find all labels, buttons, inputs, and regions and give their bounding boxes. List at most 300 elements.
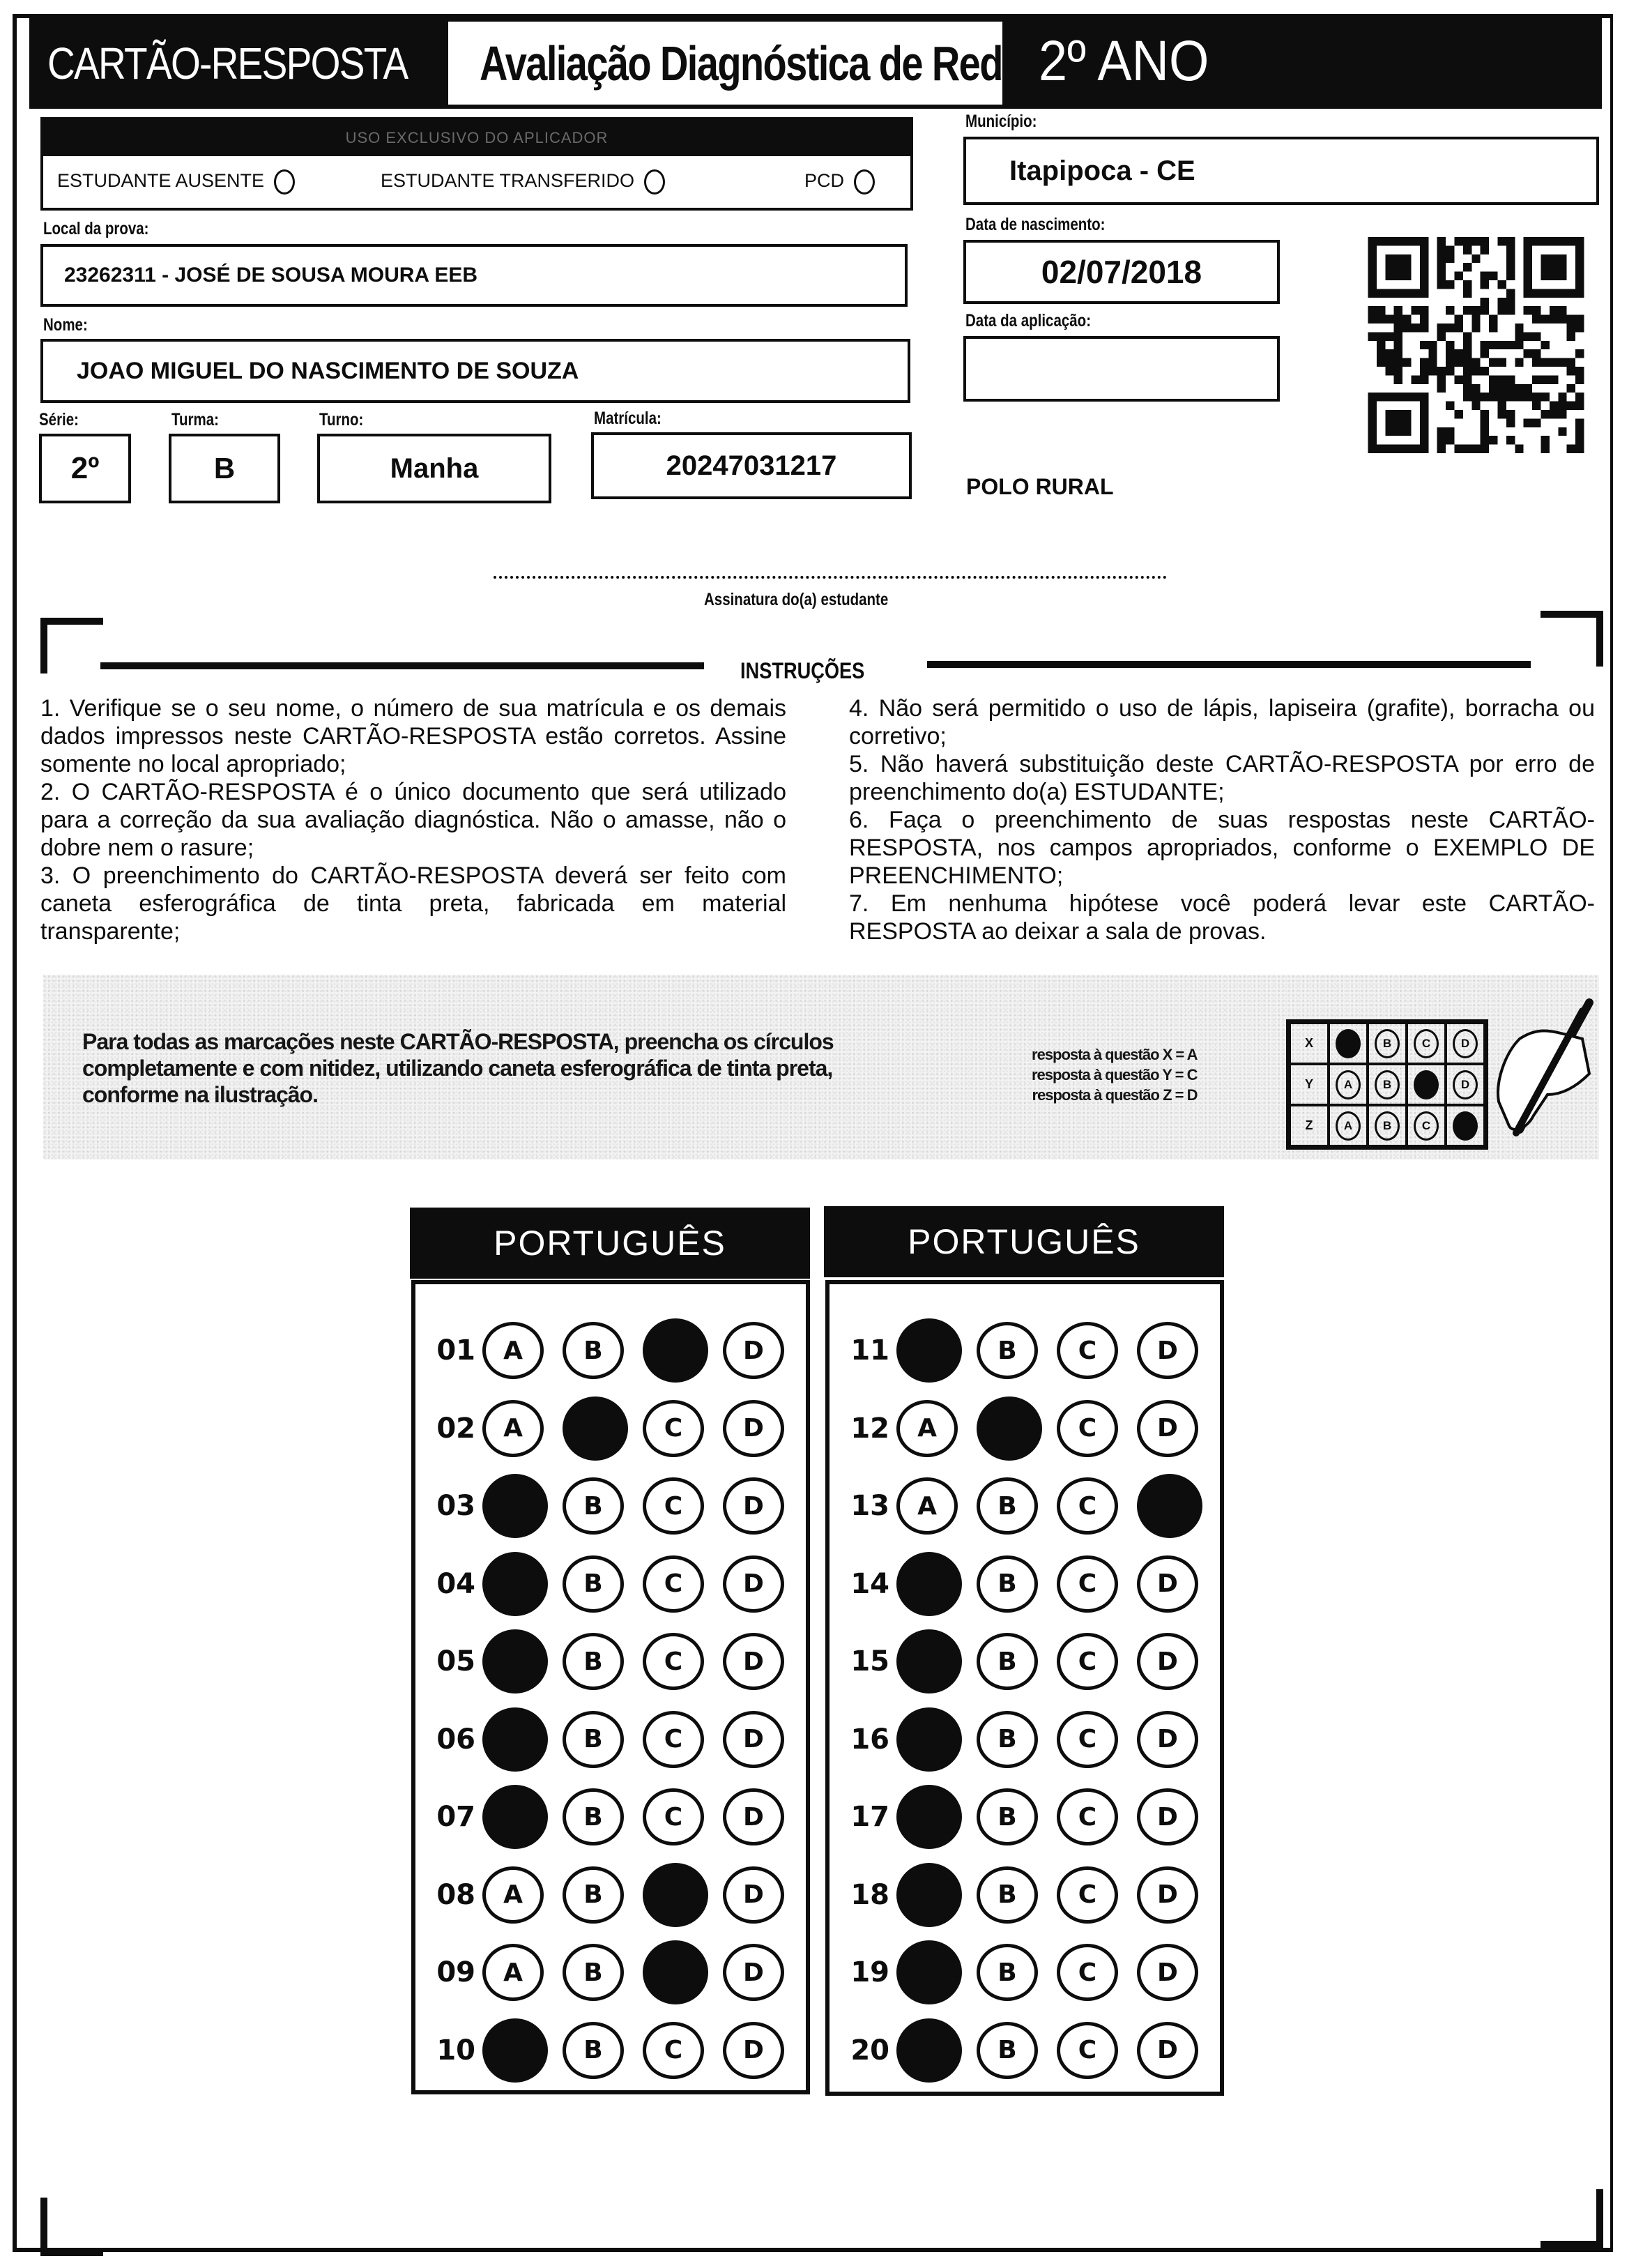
qr-module bbox=[1498, 410, 1506, 418]
name-value: JOAO MIGUEL DO NASCIMENTO DE SOUZA bbox=[77, 357, 579, 384]
qr-module bbox=[1481, 237, 1489, 245]
qr-module bbox=[1377, 306, 1385, 314]
qr-module bbox=[1524, 384, 1532, 393]
qr-module bbox=[1446, 349, 1454, 358]
qr-module bbox=[1481, 418, 1489, 427]
answer-bubble-15-a-filled[interactable] bbox=[896, 1629, 962, 1694]
serie-value: 2º bbox=[70, 451, 100, 485]
qr-module bbox=[1558, 306, 1566, 314]
example-cell bbox=[1407, 1064, 1446, 1105]
answer-bubble-19-b[interactable]: B bbox=[977, 1944, 1038, 2001]
qr-module bbox=[1446, 254, 1454, 263]
qr-module bbox=[1506, 375, 1515, 383]
qr-finder-pattern bbox=[1385, 254, 1411, 280]
instructions-title: INSTRUÇÕES bbox=[740, 658, 865, 683]
answer-grid-2 bbox=[825, 1280, 1224, 2096]
qr-module bbox=[1506, 245, 1515, 254]
qr-module bbox=[1394, 315, 1402, 324]
grade-title: 2º ANO bbox=[1039, 29, 1209, 93]
qr-module bbox=[1463, 280, 1471, 289]
answer-bubble-19-d[interactable]: D bbox=[1137, 1944, 1198, 2001]
answer-bubble-17-b[interactable]: B bbox=[977, 1788, 1038, 1845]
qr-module bbox=[1575, 402, 1584, 410]
qr-module bbox=[1498, 358, 1506, 367]
answer-bubble-09-b[interactable]: B bbox=[563, 1944, 624, 2001]
qr-module bbox=[1471, 324, 1480, 332]
qr-module bbox=[1463, 367, 1471, 375]
qr-module bbox=[1498, 306, 1506, 314]
answer-bubble-07-a-filled[interactable] bbox=[482, 1785, 548, 1849]
answer-bubble-05-b[interactable]: B bbox=[563, 1633, 624, 1690]
qr-module bbox=[1481, 349, 1489, 358]
qr-module bbox=[1463, 245, 1471, 254]
turma-field bbox=[169, 434, 280, 503]
question-row-12 bbox=[830, 1390, 1220, 1467]
qr-module bbox=[1575, 324, 1584, 332]
qr-module bbox=[1420, 341, 1428, 349]
application-date-field[interactable] bbox=[963, 336, 1280, 402]
qr-module bbox=[1506, 341, 1515, 349]
qr-module bbox=[1558, 410, 1566, 418]
qr-module bbox=[1481, 393, 1489, 401]
qr-module bbox=[1498, 237, 1506, 245]
answer-bubble-05-d[interactable]: D bbox=[723, 1633, 784, 1690]
example-bubble-y-b: B bbox=[1375, 1070, 1400, 1099]
qr-module bbox=[1455, 445, 1463, 453]
qr-module bbox=[1567, 332, 1575, 340]
qr-module bbox=[1402, 324, 1411, 332]
question-row-19 bbox=[830, 1934, 1220, 2011]
question-row-15 bbox=[830, 1623, 1220, 1700]
question-number: 13 bbox=[850, 1490, 889, 1522]
option-pcd-circle[interactable] bbox=[854, 169, 875, 195]
corner-mark-top-left bbox=[40, 618, 103, 673]
qr-module bbox=[1541, 315, 1550, 324]
qr-module bbox=[1437, 445, 1446, 453]
local-prova-field bbox=[40, 244, 908, 307]
answer-bubble-04-a-filled[interactable] bbox=[482, 1552, 548, 1616]
qr-module bbox=[1385, 367, 1393, 375]
question-number: 09 bbox=[436, 1956, 475, 1988]
qr-module bbox=[1532, 402, 1541, 410]
answer-bubble-03-b[interactable]: B bbox=[563, 1477, 624, 1535]
qr-module bbox=[1471, 358, 1480, 367]
qr-module bbox=[1506, 384, 1515, 393]
qr-module bbox=[1532, 393, 1541, 401]
qr-module bbox=[1575, 375, 1584, 383]
option-transferred-label: ESTUDANTE TRANSFERIDO bbox=[381, 170, 635, 192]
answer-bubble-12-c[interactable]: C bbox=[1057, 1400, 1118, 1457]
example-bubble-z-a: A bbox=[1336, 1111, 1361, 1141]
qr-module bbox=[1532, 349, 1541, 358]
municipio-value: Itapipoca - CE bbox=[1009, 155, 1195, 186]
answer-bubble-14-c[interactable]: C bbox=[1057, 1555, 1118, 1613]
qr-module bbox=[1437, 384, 1446, 393]
instruction-item: 4. Não será permitido o uso de lápis, lapiseira (grafite), borracha ou corretivo; bbox=[849, 695, 1595, 749]
qr-module bbox=[1524, 349, 1532, 358]
card-title: CARTÃO-RESPOSTA bbox=[47, 38, 408, 89]
qr-module bbox=[1394, 349, 1402, 358]
answer-bubble-09-d[interactable]: D bbox=[723, 1944, 784, 2001]
instruction-item: 2. O CARTÃO-RESPOSTA é o único documento que será utilizado para a correção da sua avaliação diagnóstica. Não o amasse, não o dobre nem o rasure; bbox=[40, 779, 786, 861]
qr-module bbox=[1437, 375, 1446, 383]
option-absent[interactable] bbox=[57, 169, 295, 195]
qr-module bbox=[1575, 436, 1584, 444]
example-bubble-y-d: D bbox=[1453, 1070, 1478, 1099]
question-number: 10 bbox=[436, 2034, 475, 2067]
qr-module bbox=[1481, 410, 1489, 418]
question-number: 11 bbox=[850, 1334, 889, 1367]
answer-bubble-08-d[interactable]: D bbox=[723, 1866, 784, 1924]
qr-module bbox=[1532, 418, 1541, 427]
qr-module bbox=[1498, 280, 1506, 289]
municipio-label: Município: bbox=[965, 112, 1037, 131]
qr-module bbox=[1481, 445, 1489, 453]
qr-module bbox=[1394, 367, 1402, 375]
answer-grid-1 bbox=[411, 1280, 810, 2094]
qr-module bbox=[1481, 341, 1489, 349]
qr-module bbox=[1567, 384, 1575, 393]
answer-bubble-13-d-filled[interactable] bbox=[1137, 1474, 1202, 1538]
name-field bbox=[40, 339, 910, 403]
answer-bubble-10-d[interactable]: D bbox=[723, 2022, 784, 2079]
qr-module bbox=[1481, 272, 1489, 280]
answer-bubble-02-d[interactable]: D bbox=[723, 1400, 784, 1457]
qr-module bbox=[1446, 358, 1454, 367]
signature-line[interactable] bbox=[494, 576, 1167, 579]
option-transferred-circle[interactable] bbox=[644, 169, 665, 195]
instruction-item: 6. Faça o preenchimento de suas respostas neste CARTÃO-RESPOSTA, nos campos apropriados, conforme o EXEMPLO DE PREENCHIMENTO; bbox=[849, 807, 1595, 889]
qr-module bbox=[1481, 367, 1489, 375]
turma-label: Turma: bbox=[171, 410, 219, 429]
answer-bubble-19-a-filled[interactable] bbox=[896, 1940, 962, 2004]
qr-module bbox=[1412, 375, 1420, 383]
answer-bubble-13-a[interactable]: A bbox=[896, 1477, 958, 1535]
instruction-item: 7. Em nenhuma hipótese você poderá levar este CARTÃO-RESPOSTA ao deixar a sala de provas. bbox=[849, 890, 1595, 945]
example-cell bbox=[1329, 1064, 1368, 1105]
qr-module bbox=[1498, 375, 1506, 383]
example-cell bbox=[1407, 1105, 1446, 1146]
section-header-portugues-1: PORTUGUÊS bbox=[410, 1208, 810, 1279]
qr-module bbox=[1463, 237, 1471, 245]
question-row-13 bbox=[830, 1468, 1220, 1544]
answer-bubble-12-b-filled[interactable] bbox=[977, 1396, 1042, 1461]
example-bubble-z-b: B bbox=[1375, 1111, 1400, 1141]
qr-module bbox=[1463, 289, 1471, 297]
answer-bubble-16-c[interactable]: C bbox=[1057, 1711, 1118, 1768]
answer-bubble-19-c[interactable]: C bbox=[1057, 1944, 1118, 2001]
example-bubble-x-b: B bbox=[1375, 1029, 1400, 1058]
answer-bubble-04-d[interactable]: D bbox=[723, 1555, 784, 1613]
answer-bubble-05-c[interactable]: C bbox=[643, 1633, 704, 1690]
answer-bubble-14-b[interactable]: B bbox=[977, 1555, 1038, 1613]
qr-module bbox=[1515, 358, 1523, 367]
answer-bubble-01-c-filled[interactable] bbox=[643, 1318, 708, 1383]
qr-module bbox=[1567, 445, 1575, 453]
question-row-06 bbox=[415, 1701, 806, 1778]
answer-bubble-18-a-filled[interactable] bbox=[896, 1863, 962, 1927]
qr-module bbox=[1394, 324, 1402, 332]
answer-bubble-02-c[interactable]: C bbox=[643, 1400, 704, 1457]
answer-bubble-15-d[interactable]: D bbox=[1137, 1633, 1198, 1690]
qr-module bbox=[1446, 341, 1454, 349]
municipio-field bbox=[963, 137, 1599, 205]
qr-module bbox=[1446, 324, 1454, 332]
answer-bubble-04-c[interactable]: C bbox=[643, 1555, 704, 1613]
qr-module bbox=[1412, 324, 1420, 332]
question-row-10 bbox=[415, 2012, 806, 2089]
qr-module bbox=[1524, 393, 1532, 401]
question-number: 16 bbox=[850, 1723, 889, 1756]
answer-bubble-07-d[interactable]: D bbox=[723, 1788, 784, 1845]
qr-module bbox=[1524, 332, 1532, 340]
qr-module bbox=[1377, 349, 1385, 358]
qr-finder-pattern bbox=[1385, 410, 1411, 436]
qr-module bbox=[1541, 436, 1550, 444]
qr-module bbox=[1567, 367, 1575, 375]
answer-bubble-18-b[interactable]: B bbox=[977, 1866, 1038, 1924]
answer-bubble-10-a-filled[interactable] bbox=[482, 2018, 548, 2083]
qr-module bbox=[1377, 332, 1385, 340]
qr-module bbox=[1437, 324, 1446, 332]
qr-module bbox=[1575, 349, 1584, 358]
instructions-rule-right bbox=[927, 661, 1531, 668]
answer-bubble-12-a[interactable]: A bbox=[896, 1400, 958, 1457]
qr-module bbox=[1506, 298, 1515, 306]
qr-module bbox=[1420, 358, 1428, 367]
answer-bubble-17-a-filled[interactable] bbox=[896, 1785, 962, 1849]
application-date-label: Data da aplicação: bbox=[965, 311, 1092, 330]
example-bubble-y-a: A bbox=[1336, 1070, 1361, 1099]
answer-bubble-01-d[interactable]: D bbox=[723, 1322, 784, 1379]
answer-bubble-05-a-filled[interactable] bbox=[482, 1629, 548, 1694]
example-answer-y: resposta à questão Y = C bbox=[1032, 1066, 1198, 1083]
qr-module bbox=[1532, 315, 1541, 324]
turno-value: Manha bbox=[390, 452, 479, 484]
question-row-05 bbox=[415, 1623, 806, 1700]
signature-label: Assinatura do(a) estudante bbox=[704, 590, 889, 609]
qr-module bbox=[1463, 358, 1471, 367]
answer-bubble-07-b[interactable]: B bbox=[563, 1788, 624, 1845]
example-cell bbox=[1368, 1023, 1407, 1064]
qr-module bbox=[1437, 245, 1446, 254]
qr-module bbox=[1412, 306, 1420, 314]
answer-bubble-03-d[interactable]: D bbox=[723, 1477, 784, 1535]
qr-module bbox=[1377, 358, 1385, 367]
qr-module bbox=[1428, 358, 1437, 367]
qr-module bbox=[1515, 341, 1523, 349]
turma-value: B bbox=[213, 452, 236, 485]
qr-module bbox=[1515, 324, 1523, 332]
answer-bubble-15-c[interactable]: C bbox=[1057, 1633, 1118, 1690]
example-cell bbox=[1407, 1023, 1446, 1064]
answer-bubble-01-a[interactable]: A bbox=[482, 1322, 544, 1379]
answer-bubble-06-b[interactable]: B bbox=[563, 1711, 624, 1768]
qr-module bbox=[1489, 272, 1497, 280]
instruction-item: 3. O preenchimento do CARTÃO-RESPOSTA deverá ser feito com caneta esferográfica de tinta preta, fabricada em material transparente; bbox=[40, 862, 786, 945]
answer-bubble-16-d[interactable]: D bbox=[1137, 1711, 1198, 1768]
qr-module bbox=[1394, 306, 1402, 314]
example-question-label: Y bbox=[1290, 1064, 1329, 1105]
qr-module bbox=[1541, 393, 1550, 401]
answer-bubble-08-c-filled[interactable] bbox=[643, 1863, 708, 1927]
qr-module bbox=[1446, 245, 1454, 254]
qr-module bbox=[1550, 375, 1558, 383]
answer-bubble-16-b[interactable]: B bbox=[977, 1711, 1038, 1768]
answer-bubble-04-b[interactable]: B bbox=[563, 1555, 624, 1613]
question-number: 07 bbox=[436, 1801, 475, 1833]
answer-bubble-17-d[interactable]: D bbox=[1137, 1788, 1198, 1845]
example-bubble-y-c bbox=[1414, 1070, 1439, 1099]
evaluation-title: Avaliação Diagnóstica de Rede bbox=[480, 36, 1023, 91]
answer-bubble-08-b[interactable]: B bbox=[563, 1866, 624, 1924]
fill-example-grid bbox=[1286, 1019, 1488, 1150]
applicator-band-label: USO EXCLUSIVO DO APLICADOR bbox=[345, 129, 609, 146]
qr-module bbox=[1437, 367, 1446, 375]
qr-module bbox=[1455, 349, 1463, 358]
answer-bubble-08-a[interactable]: A bbox=[482, 1866, 544, 1924]
corner-mark-bottom-right bbox=[1541, 2189, 1603, 2248]
answer-bubble-07-c[interactable]: C bbox=[643, 1788, 704, 1845]
qr-module bbox=[1541, 410, 1550, 418]
qr-module bbox=[1498, 393, 1506, 401]
qr-module bbox=[1550, 315, 1558, 324]
qr-module bbox=[1532, 375, 1541, 383]
answer-bubble-17-c[interactable]: C bbox=[1057, 1788, 1118, 1845]
question-row-14 bbox=[830, 1546, 1220, 1622]
answer-bubble-18-d[interactable]: D bbox=[1137, 1866, 1198, 1924]
qr-module bbox=[1402, 315, 1411, 324]
qr-module bbox=[1394, 341, 1402, 349]
answer-bubble-18-c[interactable]: C bbox=[1057, 1866, 1118, 1924]
qr-module bbox=[1446, 280, 1454, 289]
instructions-rule-left bbox=[100, 662, 704, 669]
question-number: 01 bbox=[436, 1334, 475, 1367]
instruction-item: 1. Verifique se o seu nome, o número de sua matrícula e os demais dados impressos neste CARTÃO-RESPOSTA estão corretos. Assine somente no local apropriado; bbox=[40, 695, 786, 777]
qr-module bbox=[1550, 410, 1558, 418]
answer-bubble-06-a-filled[interactable] bbox=[482, 1707, 548, 1772]
answer-bubble-20-b[interactable]: B bbox=[977, 2022, 1038, 2079]
question-number: 19 bbox=[850, 1956, 889, 1988]
qr-module bbox=[1558, 393, 1566, 401]
answer-bubble-02-a[interactable]: A bbox=[482, 1400, 544, 1457]
question-number: 12 bbox=[850, 1412, 889, 1445]
answer-bubble-14-a-filled[interactable] bbox=[896, 1552, 962, 1616]
answer-bubble-11-c[interactable]: C bbox=[1057, 1322, 1118, 1379]
question-number: 15 bbox=[850, 1645, 889, 1677]
answer-bubble-14-d[interactable]: D bbox=[1137, 1555, 1198, 1613]
answer-bubble-20-a-filled[interactable] bbox=[896, 2018, 962, 2083]
qr-module bbox=[1575, 427, 1584, 436]
qr-module bbox=[1377, 341, 1385, 349]
answer-bubble-12-d[interactable]: D bbox=[1137, 1400, 1198, 1457]
qr-module bbox=[1481, 436, 1489, 444]
qr-module bbox=[1481, 306, 1489, 314]
qr-module bbox=[1471, 306, 1480, 314]
answer-bubble-20-c[interactable]: C bbox=[1057, 2022, 1118, 2079]
qr-module bbox=[1394, 358, 1402, 367]
name-label: Nome: bbox=[43, 315, 88, 335]
qr-module bbox=[1402, 358, 1411, 367]
answer-bubble-09-c-filled[interactable] bbox=[643, 1940, 708, 2004]
answer-bubble-01-b[interactable]: B bbox=[563, 1322, 624, 1379]
qr-module bbox=[1428, 367, 1437, 375]
qr-module bbox=[1463, 393, 1471, 401]
qr-module bbox=[1575, 418, 1584, 427]
qr-module bbox=[1437, 332, 1446, 340]
answer-bubble-20-d[interactable]: D bbox=[1137, 2022, 1198, 2079]
answer-bubble-03-a-filled[interactable] bbox=[482, 1474, 548, 1538]
example-answer-z: resposta à questão Z = D bbox=[1032, 1086, 1198, 1104]
answer-bubble-06-c[interactable]: C bbox=[643, 1711, 704, 1768]
answer-bubble-16-a-filled[interactable] bbox=[896, 1707, 962, 1772]
question-number: 04 bbox=[436, 1567, 475, 1600]
qr-module bbox=[1385, 358, 1393, 367]
answer-bubble-11-b[interactable]: B bbox=[977, 1322, 1038, 1379]
option-pcd-label: PCD bbox=[804, 170, 845, 192]
qr-module bbox=[1437, 280, 1446, 289]
qr-module bbox=[1463, 332, 1471, 340]
qr-module bbox=[1567, 358, 1575, 367]
option-transferred[interactable] bbox=[381, 169, 665, 195]
answer-bubble-13-b[interactable]: B bbox=[977, 1477, 1038, 1535]
qr-module bbox=[1471, 445, 1480, 453]
question-number: 06 bbox=[436, 1723, 475, 1756]
answer-bubble-15-b[interactable]: B bbox=[977, 1633, 1038, 1690]
answer-bubble-13-c[interactable]: C bbox=[1057, 1477, 1118, 1535]
answer-bubble-11-d[interactable]: D bbox=[1137, 1322, 1198, 1379]
answer-bubble-02-b-filled[interactable] bbox=[563, 1396, 628, 1461]
answer-bubble-03-c[interactable]: C bbox=[643, 1477, 704, 1535]
question-row-09 bbox=[415, 1934, 806, 2011]
qr-module bbox=[1368, 332, 1377, 340]
answer-bubble-10-b[interactable]: B bbox=[563, 2022, 624, 2079]
birthdate-label: Data de nascimento: bbox=[965, 215, 1106, 234]
question-row-02 bbox=[415, 1390, 806, 1467]
answer-bubble-11-a-filled[interactable] bbox=[896, 1318, 962, 1383]
qr-module bbox=[1489, 436, 1497, 444]
qr-module bbox=[1558, 358, 1566, 367]
qr-module bbox=[1420, 375, 1428, 383]
qr-module bbox=[1558, 427, 1566, 436]
qr-module bbox=[1437, 263, 1446, 271]
question-row-18 bbox=[830, 1857, 1220, 1933]
option-absent-circle[interactable] bbox=[274, 169, 295, 195]
qr-module bbox=[1541, 358, 1550, 367]
option-pcd[interactable] bbox=[804, 169, 875, 195]
answer-bubble-06-d[interactable]: D bbox=[723, 1711, 784, 1768]
qr-module bbox=[1506, 237, 1515, 245]
qr-module bbox=[1575, 393, 1584, 401]
example-bubble-z-d bbox=[1453, 1111, 1478, 1141]
qr-module bbox=[1489, 341, 1497, 349]
section-header-portugues-2: PORTUGUÊS bbox=[824, 1206, 1224, 1277]
qr-module bbox=[1471, 367, 1480, 375]
qr-module bbox=[1368, 315, 1377, 324]
answer-bubble-10-c[interactable]: C bbox=[643, 2022, 704, 2079]
qr-module bbox=[1515, 384, 1523, 393]
question-row-20 bbox=[830, 2012, 1220, 2089]
qr-module bbox=[1550, 358, 1558, 367]
qr-module bbox=[1575, 315, 1584, 324]
qr-module bbox=[1498, 402, 1506, 410]
local-prova-value: 23262311 - JOSÉ DE SOUSA MOURA EEB bbox=[64, 264, 477, 287]
qr-module bbox=[1446, 436, 1454, 444]
question-row-11 bbox=[830, 1312, 1220, 1389]
question-number: 18 bbox=[850, 1878, 889, 1911]
qr-module bbox=[1481, 245, 1489, 254]
answer-bubble-09-a[interactable]: A bbox=[482, 1944, 544, 2001]
